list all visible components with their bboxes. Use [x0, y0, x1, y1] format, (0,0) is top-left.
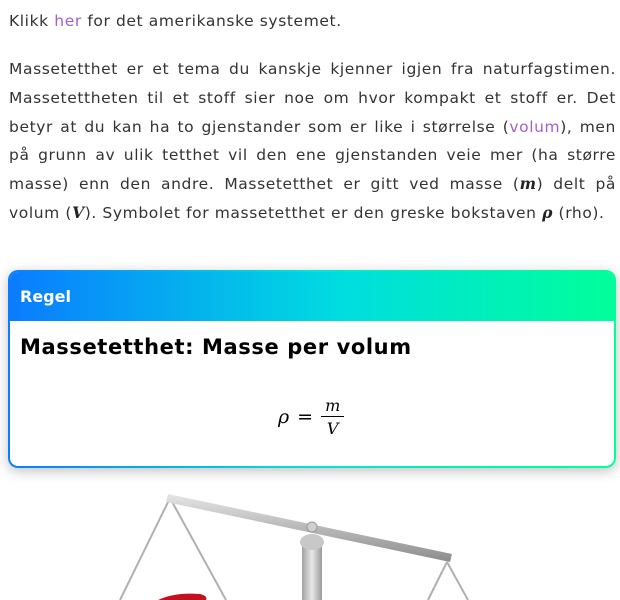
rule-title: Massetetthet: Masse per volum	[20, 335, 412, 359]
right-string-outer	[447, 562, 468, 600]
paragraph-part-2: ), men på grunn av ulik tetthet vil den ene gjenstanden veie mer (ha større masse) enn den andre. Massetetthet er gitt ved masse (	[9, 117, 616, 194]
formula-fraction	[321, 396, 344, 438]
intro-after: for det amerikanske systemet.	[81, 12, 342, 30]
red-weight	[158, 594, 206, 600]
left-string-outer	[120, 498, 170, 600]
volume-symbol: V	[72, 202, 85, 222]
intro-text	[9, 10, 614, 32]
intro-before: Klikk	[9, 12, 55, 30]
left-string-inner	[170, 498, 226, 600]
paragraph-part-1: Massetetthet er et tema du kanskje kjenner igjen fra naturfagstimen. Massetettheten til et stoff sier noe om hvor kompakt et stoff er. Det betyr at du kan ha to gjenstander som er like i størrelse (	[9, 60, 616, 136]
rho-symbol: ρ	[542, 202, 554, 222]
density-formula	[278, 396, 344, 438]
paragraph-part-3: ) delt på volum (	[9, 175, 616, 222]
balance-scale-icon	[0, 480, 620, 600]
formula-denominator: V	[326, 419, 339, 438]
rule-header	[10, 272, 614, 321]
volum-link[interactable]: volum	[509, 117, 561, 136]
scale-post	[302, 542, 322, 600]
right-string-inner	[428, 562, 447, 600]
paragraph-part-4: ). Symbolet for massetetthet er den greske bokstaven	[84, 203, 543, 222]
american-system-link[interactable]: her	[54, 12, 82, 30]
rule-label: Regel	[20, 287, 71, 306]
mass-symbol: m	[519, 174, 537, 194]
formula-equals: =	[297, 406, 314, 428]
beam-pivot	[307, 522, 317, 532]
formula-numerator: m	[321, 396, 344, 417]
paragraph-part-5: (rho).	[553, 203, 605, 222]
rule-box	[8, 270, 616, 468]
scale-post-cap	[300, 534, 324, 550]
formula-rho: ρ	[278, 406, 290, 428]
density-paragraph	[9, 55, 616, 228]
